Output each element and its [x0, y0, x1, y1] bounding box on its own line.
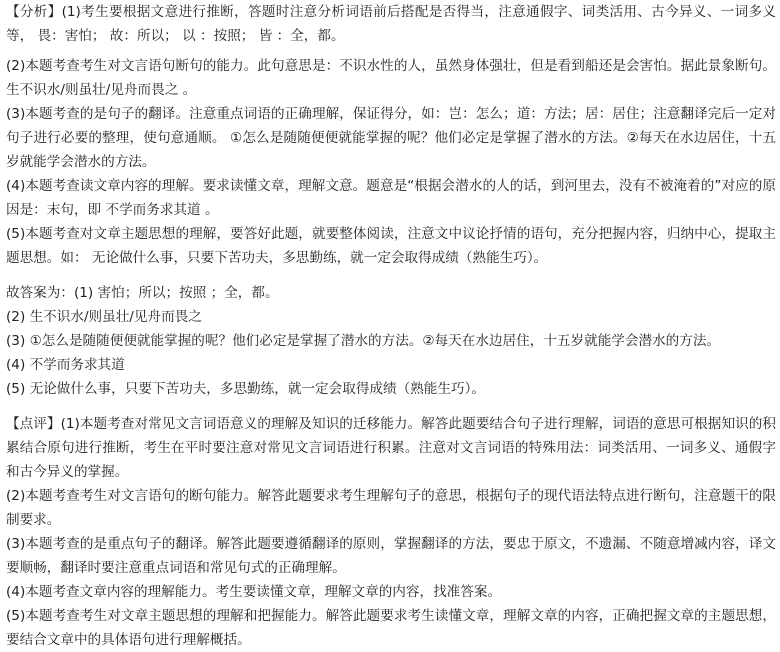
analysis-item-5: (5)本题考查对文章主题思想的理解，要答好此题，就要整体阅读，注意文中议论抒情的语句，充分把握内容，归纳中心，提取主题思想。如： 无论做什么事，只要下苦功夫，多思勤练，就一定会取得成绩（熟能生巧）。: [6, 226, 776, 266]
answer-item-1: 故答案为：(1) 害怕；所以；按照 ；全，都。: [6, 285, 279, 301]
answer-item-5: (5) 无论做什么事，只要下苦功夫，多思勤练，就一定会取得成绩（熟能生巧）。: [6, 381, 485, 397]
answer-item-3: (3) ①怎么是随随便便就能掌握的呢？他们必定是掌握了潜水的方法。②每天在水边居住，十五岁就能学会潜水的方法。: [6, 333, 721, 349]
comment-item-5: (5)本题考查考生对文章主题思想的理解和把握能力。解答此题要求考生读懂文章，理解文章的内容，正确把握文章的主题思想，要结合文章中的具体语句进行理解概括。: [6, 608, 776, 648]
comment-item-1: 【点评】(1)本题考查对常见文言词语意义的理解及知识的迁移能力。解答此题要结合句子进行理解，词语的意思可根据知识的积累结合原句进行推断，考生在平时要注意对常见文言词语进行积累。注意对文言词语的特殊用法：词类活用、一词多义、通假字和古今异义的掌握。: [6, 416, 776, 480]
comment-item-3: (3)本题考查的是重点句子的翻译。解答此题要遵循翻译的原则，掌握翻译的方法，要忠于原文，不遗漏、不随意增减内容，译文要顺畅，翻译时要注意重点词语和常见句式的正确理解。: [6, 536, 776, 576]
answer-section: [6, 281, 776, 401]
analysis-item-2: (2)本题考查考生对文言语句断句的能力。此句意思是：不识水性的人，虽然身体强壮，但是看到船还是会害怕。据此景象断句。 生不识水/则虽壮/见舟而畏之 。: [6, 58, 776, 98]
comment-section: [6, 412, 776, 652]
answer-item-4: (4) 不学而务求其道: [6, 357, 125, 373]
comment-item-4: (4)本题考查文章内容的理解能力。考生要读懂文章，理解文章的内容，找准答案。: [6, 584, 502, 600]
comment-item-2: (2)本题考查考生对文言语句的断句能力。解答此题要求考生理解句子的意思，根据句子的现代语法特点进行断句，注意题干的限制要求。: [6, 488, 776, 528]
analysis-item-3: (3)本题考查的是句子的翻译。注意重点词语的正确理解，保证得分，如：岂：怎么；道：方法；居：居住；注意翻译完后一定对句子进行必要的整理，使句意通顺。 ①怎么是随随便便就能掌握的呢？他们必定是掌握了潜水的方法。②每天在水边居住，十五岁就能学会潜水的方法。: [6, 106, 776, 170]
analysis-section: [6, 0, 776, 270]
answer-item-2: (2) 生不识水/则虽壮/见舟而畏之: [6, 309, 202, 325]
analysis-item-1: 【分析】(1)考生要根据文意进行推断，答题时注意分析词语前后搭配是否得当，注意通假字、词类活用、古今异义、一词多义等， 畏：害怕； 故：所以； 以 ：按照； 皆 ：全，都。: [6, 4, 776, 44]
analysis-item-4: (4)本题考查读文章内容的理解。要求读懂文章，理解文意。题意是“根据会潜水的人的话，到河里去，没有不被淹着的”对应的原因是：末句，即 不学而务求其道 。: [6, 178, 776, 218]
